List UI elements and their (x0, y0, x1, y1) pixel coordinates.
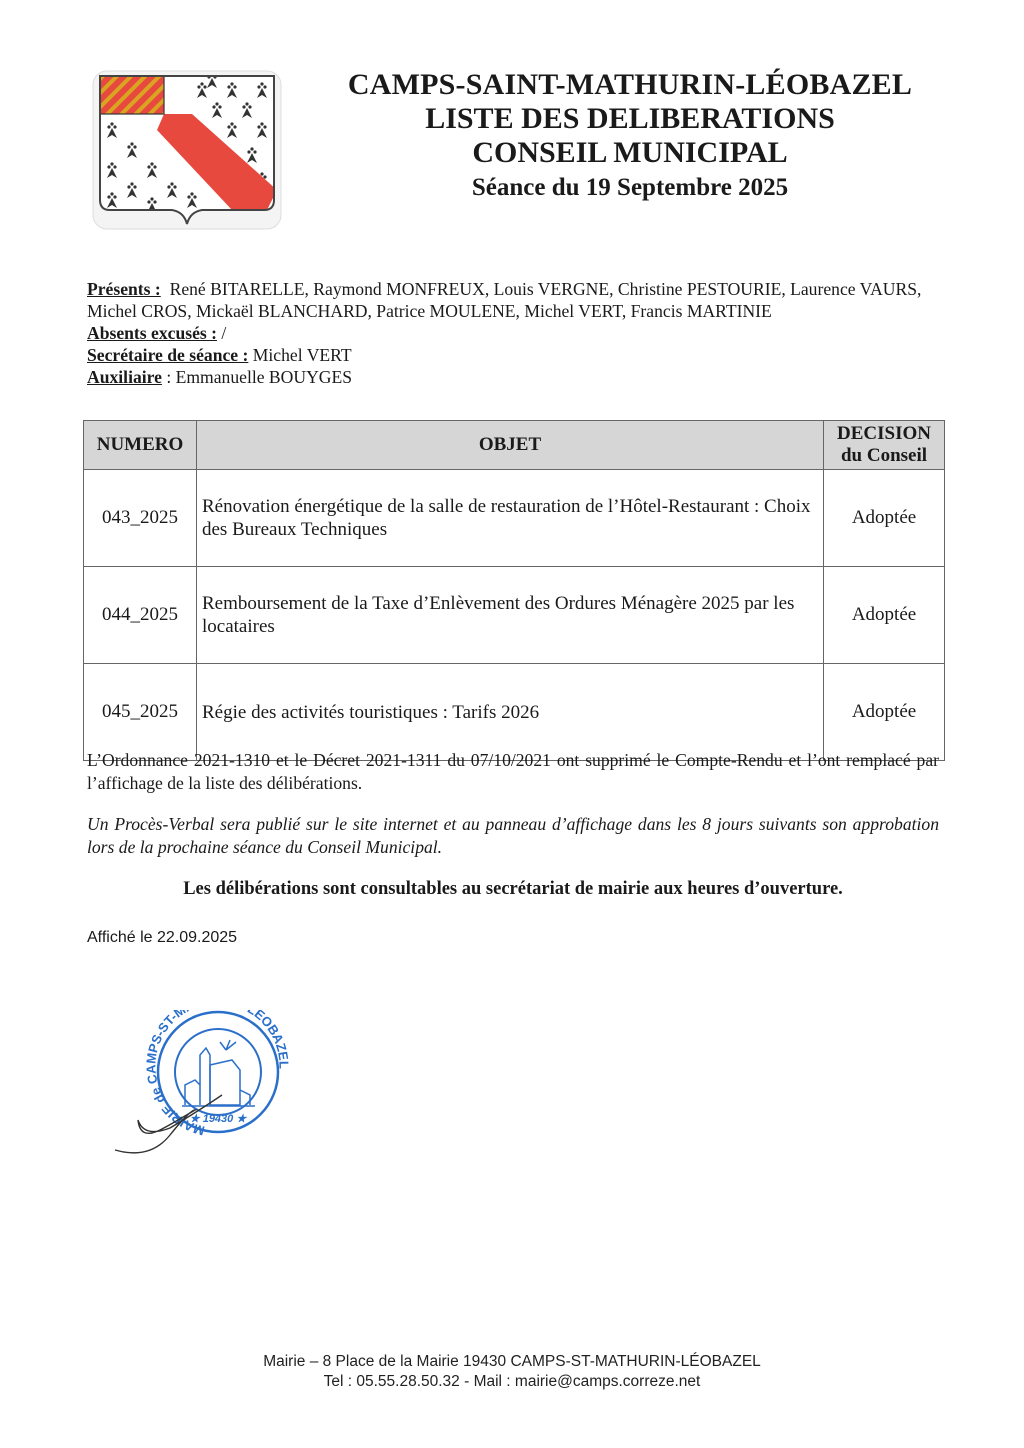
auxiliary-value: : Emmanuelle BOUYGES (161, 367, 353, 387)
row-objet: Rénovation énergétique de la salle de restauration de l’Hôtel-Restaurant : Choix des Bureaux Techniques (197, 470, 824, 567)
row-numero: 045_2025 (84, 664, 197, 761)
secretary-label: Secrétaire de séance : (87, 345, 249, 365)
header-decision (824, 421, 945, 470)
absent-line (87, 322, 947, 344)
posted-date: Affiché le 22.09.2025 (87, 929, 238, 946)
header-numero: NUMERO (84, 421, 197, 470)
coat-of-arms-icon (92, 70, 282, 230)
auxiliary-line (87, 366, 947, 388)
footer-contact: Tel : 05.55.28.50.32 - Mail : mairie@camps.correze.net (323, 1373, 701, 1390)
row-numero: 043_2025 (84, 470, 197, 567)
deliberations-table (83, 420, 945, 761)
row-decision: Adoptée (824, 470, 945, 567)
row-decision: Adoptée (824, 664, 945, 761)
attendance-block (87, 278, 947, 388)
table-row (84, 664, 945, 761)
ordonnance-note: L’Ordonnance 2021-1310 et le Décret 2021-1311 du 07/10/2021 ont supprimé le Compte-Rendu et l’ont remplacé par l’affichage de la liste des délibérations. (87, 750, 939, 793)
table-row (84, 470, 945, 567)
header-decision-line1: DECISION (837, 423, 931, 444)
table-header-row (84, 421, 945, 470)
secretary-value: Michel VERT (248, 345, 352, 365)
table-row (84, 567, 945, 664)
session-date: Séance du 19 Septembre 2025 (471, 174, 789, 201)
present-label: Présents : (87, 279, 161, 299)
stamp-postcode: ★ 19430 ★ (189, 1113, 247, 1125)
council-name: CONSEIL MUNICIPAL (472, 136, 788, 169)
footer (0, 1352, 1024, 1392)
secretary-line (87, 344, 947, 366)
row-objet: Remboursement de la Taxe d’Enlèvement des Ordures Ménagère 2025 par les locataires (197, 567, 824, 664)
mairie-stamp-icon (110, 1010, 300, 1170)
header-objet: OBJET (197, 421, 824, 470)
stamp-ring-text: MAIRIE de CAMPS-ST-M EOBAZEL (143, 1010, 292, 1139)
header-decision-line2: du Conseil (840, 445, 928, 466)
consultation-note: Les délibérations sont consultables au secrétariat de mairie aux heures d’ouverture. (183, 879, 843, 899)
present-line (87, 278, 947, 322)
present-value: René BITARELLE, Raymond MONFREUX, Louis VERGNE, Christine PESTOURIE, Laurence VAURS, Michel CROS, Mickaël BLANCHARD, Patrice MOULENE, Michel VERT, Francis MARTINIE (87, 279, 922, 321)
absent-value: / (217, 323, 227, 343)
footer-address: Mairie – 8 Place de la Mairie 19430 CAMPS-ST-MATHURIN-LÉOBAZEL (263, 1353, 761, 1370)
document-header (300, 68, 960, 206)
auxiliary-label: Auxiliaire (87, 367, 162, 387)
row-numero: 044_2025 (84, 567, 197, 664)
row-objet: Régie des activités touristiques : Tarifs 2026 (197, 664, 824, 761)
document-title: LISTE DES DELIBERATIONS (425, 102, 835, 135)
row-decision: Adoptée (824, 567, 945, 664)
commune-name: CAMPS-SAINT-MATHURIN-LÉOBAZEL (347, 68, 913, 101)
proces-verbal-note: Un Procès-Verbal sera publié sur le site internet et au panneau d’affichage dans les 8 jours suivants son approbation lors de la prochaine séance du Conseil Municipal. (87, 814, 939, 857)
absent-label: Absents excusés : (87, 323, 217, 343)
